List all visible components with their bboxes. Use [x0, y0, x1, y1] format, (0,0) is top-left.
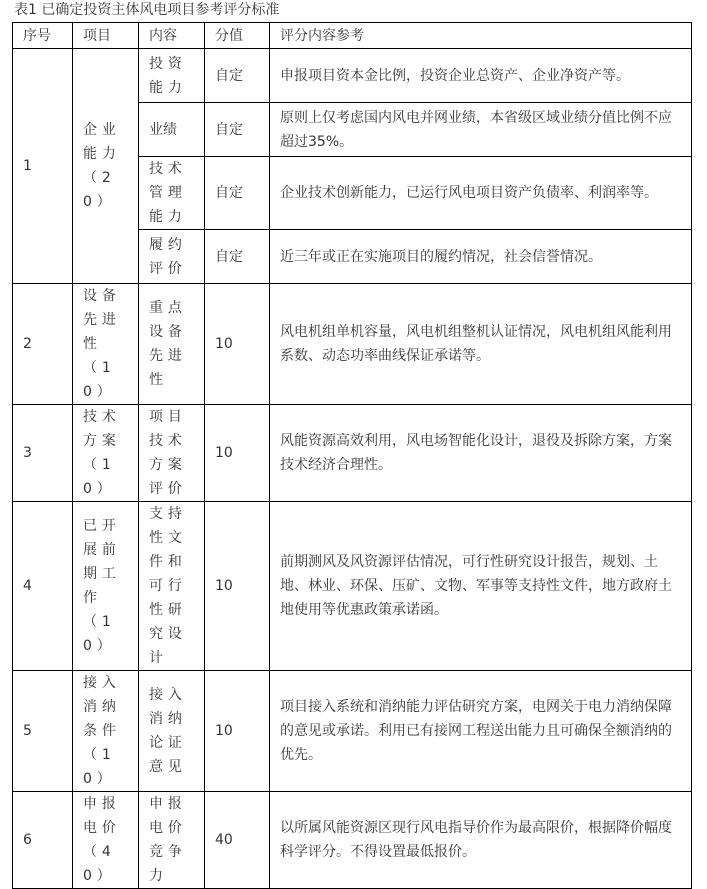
row-item: 申报电价（40） [73, 792, 139, 889]
header-item: 项目 [73, 23, 139, 49]
header-row [13, 23, 692, 49]
row-no: 2 [13, 284, 73, 405]
row-ref: 申报项目资本金比例，投资企业总资产、企业净资产等。 [270, 49, 692, 103]
row-content: 接入消纳论证意见 [139, 671, 205, 792]
row-content: 业绩 [139, 103, 205, 157]
row-no: 1 [13, 49, 73, 284]
row-item: 已开展前期工作（10） [73, 502, 139, 671]
table-caption: 表1 已确定投资主体风电项目参考评分标准 [14, 2, 280, 18]
row-ref: 风能资源高效利用，风电场智能化设计，退役及拆除方案，方案技术经济合理性。 [270, 405, 692, 502]
table-row [13, 792, 692, 889]
row-item: 企业能力（20） [73, 49, 139, 284]
row-ref: 以所属风能资源区现行风电指导价作为最高限价，根据降价幅度科学评分。不得设置最低报价。 [270, 792, 692, 889]
scoring-table [12, 22, 692, 889]
header-content: 内容 [139, 23, 205, 49]
row-content: 项目技术方案评价 [139, 405, 205, 502]
row-no: 4 [13, 502, 73, 671]
row-score: 10 [205, 502, 270, 671]
row-no: 3 [13, 405, 73, 502]
table-row [13, 405, 692, 502]
row-content: 履约评价 [139, 230, 205, 284]
row-content: 支持性文件和可行性研究设计 [139, 502, 205, 671]
row-item: 设备先进性（10） [73, 284, 139, 405]
row-score: 10 [205, 671, 270, 792]
table-row [13, 284, 692, 405]
row-score: 自定 [205, 49, 270, 103]
row-item: 技术方案（10） [73, 405, 139, 502]
row-content: 申报电价竞争力 [139, 792, 205, 889]
row-content: 投资能力 [139, 49, 205, 103]
row-item: 接入消纳条件（10） [73, 671, 139, 792]
row-score: 40 [205, 792, 270, 889]
row-score: 自定 [205, 230, 270, 284]
table-row [13, 502, 692, 671]
row-score: 10 [205, 284, 270, 405]
row-ref: 企业技术创新能力，已运行风电项目资产负债率、利润率等。 [270, 157, 692, 230]
row-score: 自定 [205, 157, 270, 230]
row-no: 5 [13, 671, 73, 792]
row-score: 自定 [205, 103, 270, 157]
row-content: 重点设备先进性 [139, 284, 205, 405]
table-row [13, 671, 692, 792]
row-content: 技术管理能力 [139, 157, 205, 230]
row-score: 10 [205, 405, 270, 502]
row-ref: 项目接入系统和消纳能力评估研究方案，电网关于电力消纳保障的意见或承诺。利用已有接网工程送出能力且可确保全额消纳的优先。 [270, 671, 692, 792]
row-ref: 风电机组单机容量，风电机组整机认证情况，风电机组风能利用系数、动态功率曲线保证承诺等。 [270, 284, 692, 405]
row-ref: 原则上仅考虑国内风电并网业绩，本省级区域业绩分值比例不应超过35%。 [270, 103, 692, 157]
header-no: 序号 [13, 23, 73, 49]
row-ref: 前期测风及风资源评估情况，可行性研究设计报告，规划、土地、林业、环保、压矿、文物、军事等支持性文件，地方政府土地使用等优惠政策承诺函。 [270, 502, 692, 671]
row-ref: 近三年或正在实施项目的履约情况，社会信誉情况。 [270, 230, 692, 284]
table-row [13, 49, 692, 103]
header-ref: 评分内容参考 [270, 23, 692, 49]
header-score: 分值 [205, 23, 270, 49]
row-no: 6 [13, 792, 73, 889]
